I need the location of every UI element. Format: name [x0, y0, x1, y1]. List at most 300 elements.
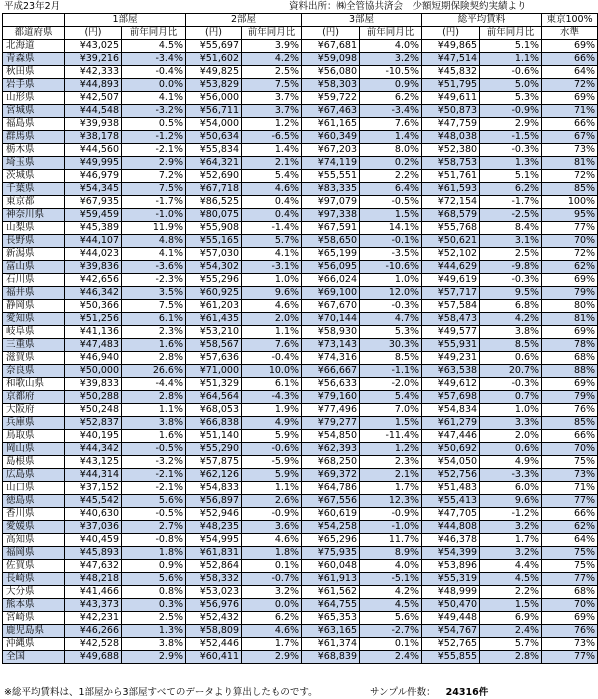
table-row: [3, 430, 598, 443]
yoy-2room-cell: -0.6%: [242, 443, 302, 456]
yoy-2room-cell: 2.0%: [242, 313, 302, 326]
prefecture-cell: 石川県: [3, 274, 65, 287]
table-row: [3, 482, 598, 495]
yoy-average-cell: 6.2%: [480, 183, 542, 196]
table-row: [3, 287, 598, 300]
yoy-2room-cell: 4.1%: [242, 248, 302, 261]
yoy-3room-cell: 7.0%: [360, 404, 422, 417]
table-row: [3, 469, 598, 482]
rent-3room-cell: ¥65,353: [302, 612, 360, 625]
yoy-2room-cell: 0.1%: [242, 560, 302, 573]
yoy-average-cell: -2.5%: [480, 209, 542, 222]
prefecture-cell: 東京都: [3, 196, 65, 209]
level-cell: 73%: [542, 469, 598, 482]
table-row: [3, 443, 598, 456]
rent-average-cell: ¥47,514: [422, 53, 480, 66]
yoy-2room-cell: 2.9%: [242, 651, 302, 664]
table-row: [3, 521, 598, 534]
yoy-3room-cell: -3.5%: [360, 248, 422, 261]
rent-2room-cell: ¥55,165: [186, 235, 242, 248]
rent-3room-cell: ¥83,335: [302, 183, 360, 196]
col-yoy-1room: 前年同月比: [122, 27, 186, 40]
prefecture-cell: 熊本県: [3, 599, 65, 612]
yoy-2room-cell: 1.2%: [242, 118, 302, 131]
level-cell: 77%: [542, 651, 598, 664]
rent-2room-cell: ¥49,825: [186, 66, 242, 79]
yoy-average-cell: -0.3%: [480, 378, 542, 391]
rent-3room-cell: ¥54,258: [302, 521, 360, 534]
rent-1room-cell: ¥37,036: [65, 521, 122, 534]
yoy-2room-cell: 2.6%: [242, 495, 302, 508]
rent-3room-cell: ¥65,199: [302, 248, 360, 261]
rent-average-cell: ¥58,753: [422, 157, 480, 170]
yoy-average-cell: 0.6%: [480, 352, 542, 365]
level-cell: 69%: [542, 40, 598, 53]
yoy-average-cell: 2.0%: [480, 430, 542, 443]
yoy-1room-cell: -0.5%: [122, 443, 186, 456]
rent-average-cell: ¥55,413: [422, 495, 480, 508]
yoy-3room-cell: 2.1%: [360, 469, 422, 482]
yoy-2room-cell: -3.1%: [242, 261, 302, 274]
prefecture-cell: 青森県: [3, 53, 65, 66]
prefecture-cell: 長野県: [3, 235, 65, 248]
rent-average-cell: ¥45,832: [422, 66, 480, 79]
yoy-3room-cell: 4.2%: [360, 586, 422, 599]
rent-2room-cell: ¥52,946: [186, 508, 242, 521]
sample-label: サンプル件数：: [370, 687, 436, 698]
rent-1room-cell: ¥39,836: [65, 261, 122, 274]
level-cell: 72%: [542, 170, 598, 183]
rent-average-cell: ¥52,765: [422, 638, 480, 651]
rent-1room-cell: ¥49,688: [65, 651, 122, 664]
yoy-1room-cell: 7.2%: [122, 170, 186, 183]
table-row: [3, 495, 598, 508]
yoy-1room-cell: -3.2%: [122, 105, 186, 118]
level-cell: 77%: [542, 573, 598, 586]
yoy-3room-cell: -1.1%: [360, 365, 422, 378]
rent-2room-cell: ¥52,864: [186, 560, 242, 573]
table-row: [3, 157, 598, 170]
rent-2room-cell: ¥67,718: [186, 183, 242, 196]
table-row: [3, 326, 598, 339]
yoy-1room-cell: -1.0%: [122, 209, 186, 222]
rent-3room-cell: ¥67,681: [302, 40, 360, 53]
rent-1room-cell: ¥40,630: [65, 508, 122, 521]
yoy-average-cell: -0.3%: [480, 144, 542, 157]
table-row: [3, 248, 598, 261]
rent-1room-cell: ¥42,507: [65, 92, 122, 105]
rent-average-cell: ¥50,873: [422, 105, 480, 118]
prefecture-cell: 岡山県: [3, 443, 65, 456]
yoy-3room-cell: 1.2%: [360, 443, 422, 456]
rent-average-cell: ¥48,038: [422, 131, 480, 144]
yoy-2room-cell: 6.1%: [242, 378, 302, 391]
rent-2room-cell: ¥56,976: [186, 599, 242, 612]
rent-2room-cell: ¥56,000: [186, 92, 242, 105]
page-footer: [2, 687, 553, 699]
yoy-average-cell: -1.7%: [480, 196, 542, 209]
rent-average-cell: ¥61,593: [422, 183, 480, 196]
level-cell: 80%: [542, 300, 598, 313]
rent-average-cell: ¥54,767: [422, 625, 480, 638]
rent-average-cell: ¥68,579: [422, 209, 480, 222]
yoy-1room-cell: 0.3%: [122, 599, 186, 612]
yoy-2room-cell: 1.0%: [242, 274, 302, 287]
yoy-2room-cell: 4.6%: [242, 183, 302, 196]
yoy-3room-cell: 12.3%: [360, 495, 422, 508]
rent-average-cell: ¥49,619: [422, 274, 480, 287]
rent-3room-cell: ¥68,250: [302, 456, 360, 469]
yoy-average-cell: 3.8%: [480, 326, 542, 339]
yoy-2room-cell: 1.1%: [242, 326, 302, 339]
level-cell: 62%: [542, 521, 598, 534]
level-cell: 85%: [542, 183, 598, 196]
yoy-2room-cell: 1.9%: [242, 404, 302, 417]
yoy-1room-cell: -2.1%: [122, 144, 186, 157]
yoy-3room-cell: 2.3%: [360, 456, 422, 469]
yoy-3room-cell: -0.9%: [360, 508, 422, 521]
level-cell: 73%: [542, 638, 598, 651]
yoy-average-cell: 8.5%: [480, 339, 542, 352]
yoy-average-cell: 2.8%: [480, 651, 542, 664]
yoy-1room-cell: -3.6%: [122, 261, 186, 274]
rent-average-cell: ¥47,759: [422, 118, 480, 131]
table-row: [3, 586, 598, 599]
level-cell: 81%: [542, 313, 598, 326]
rent-2room-cell: ¥54,000: [186, 118, 242, 131]
rent-1room-cell: ¥48,218: [65, 573, 122, 586]
prefecture-cell: 岐阜県: [3, 326, 65, 339]
yoy-average-cell: -1.5%: [480, 131, 542, 144]
rent-2room-cell: ¥54,302: [186, 261, 242, 274]
prefecture-cell: 愛知県: [3, 313, 65, 326]
rent-average-cell: ¥51,795: [422, 79, 480, 92]
rent-1room-cell: ¥44,314: [65, 469, 122, 482]
prefecture-cell: 大阪府: [3, 404, 65, 417]
yoy-average-cell: 6.8%: [480, 300, 542, 313]
prefecture-cell: 北海道: [3, 40, 65, 53]
rent-3room-cell: ¥56,633: [302, 378, 360, 391]
prefecture-cell: 新潟県: [3, 248, 65, 261]
level-cell: 68%: [542, 352, 598, 365]
yoy-average-cell: 5.0%: [480, 79, 542, 92]
rent-average-cell: ¥47,446: [422, 430, 480, 443]
rent-3room-cell: ¥62,393: [302, 443, 360, 456]
yoy-average-cell: 4.5%: [480, 573, 542, 586]
rent-1room-cell: ¥41,136: [65, 326, 122, 339]
prefecture-cell: 滋賀県: [3, 352, 65, 365]
level-cell: 72%: [542, 248, 598, 261]
table-row: [3, 651, 598, 664]
prefecture-cell: 宮城県: [3, 105, 65, 118]
rent-average-cell: ¥48,999: [422, 586, 480, 599]
yoy-3room-cell: 0.9%: [360, 79, 422, 92]
rent-2room-cell: ¥80,075: [186, 209, 242, 222]
yoy-1room-cell: 1.1%: [122, 404, 186, 417]
yoy-3room-cell: -10.5%: [360, 66, 422, 79]
yoy-3room-cell: 8.0%: [360, 144, 422, 157]
yoy-1room-cell: 0.5%: [122, 118, 186, 131]
yoy-3room-cell: -0.5%: [360, 196, 422, 209]
yoy-average-cell: -1.2%: [480, 508, 542, 521]
col-yen-1room: (円): [65, 27, 122, 40]
rent-average-cell: ¥58,473: [422, 313, 480, 326]
level-cell: 66%: [542, 53, 598, 66]
prefecture-cell: 香川県: [3, 508, 65, 521]
rent-3room-cell: ¥61,374: [302, 638, 360, 651]
rent-3room-cell: ¥67,203: [302, 144, 360, 157]
rent-2room-cell: ¥58,567: [186, 339, 242, 352]
yoy-1room-cell: -0.5%: [122, 508, 186, 521]
table-row: [3, 391, 598, 404]
yoy-2room-cell: 1.7%: [242, 638, 302, 651]
yoy-3room-cell: -2.7%: [360, 625, 422, 638]
rent-2room-cell: ¥52,446: [186, 638, 242, 651]
yoy-average-cell: 2.2%: [480, 586, 542, 599]
rent-1room-cell: ¥43,373: [65, 599, 122, 612]
table-row: [3, 274, 598, 287]
rent-1room-cell: ¥44,560: [65, 144, 122, 157]
rent-average-cell: ¥54,050: [422, 456, 480, 469]
rent-2room-cell: ¥55,908: [186, 222, 242, 235]
yoy-average-cell: 0.7%: [480, 391, 542, 404]
rent-3room-cell: ¥56,080: [302, 66, 360, 79]
yoy-average-cell: -0.3%: [480, 274, 542, 287]
yoy-1room-cell: 3.8%: [122, 638, 186, 651]
yoy-1room-cell: -3.4%: [122, 53, 186, 66]
yoy-1room-cell: 3.5%: [122, 287, 186, 300]
rent-3room-cell: ¥69,100: [302, 287, 360, 300]
col-yoy-average: 前年同月比: [480, 27, 542, 40]
rent-average-cell: ¥50,470: [422, 599, 480, 612]
rent-3room-cell: ¥61,913: [302, 573, 360, 586]
level-cell: 75%: [542, 560, 598, 573]
yoy-2room-cell: 5.9%: [242, 430, 302, 443]
yoy-2room-cell: 5.9%: [242, 469, 302, 482]
rent-1room-cell: ¥40,195: [65, 430, 122, 443]
rent-2room-cell: ¥71,000: [186, 365, 242, 378]
yoy-2room-cell: 1.8%: [242, 547, 302, 560]
level-cell: 67%: [542, 131, 598, 144]
yoy-1room-cell: 2.8%: [122, 352, 186, 365]
yoy-average-cell: 9.6%: [480, 495, 542, 508]
rent-3room-cell: ¥66,024: [302, 274, 360, 287]
level-cell: 95%: [542, 209, 598, 222]
yoy-3room-cell: 2.2%: [360, 170, 422, 183]
yoy-average-cell: 2.5%: [480, 248, 542, 261]
prefecture-cell: 山口県: [3, 482, 65, 495]
rent-2room-cell: ¥51,329: [186, 378, 242, 391]
prefecture-cell: 奈良県: [3, 365, 65, 378]
rent-average-cell: ¥52,756: [422, 469, 480, 482]
level-cell: 85%: [542, 417, 598, 430]
rent-1room-cell: ¥44,023: [65, 248, 122, 261]
yoy-1room-cell: -0.4%: [122, 66, 186, 79]
prefecture-cell: 三重県: [3, 339, 65, 352]
rent-1room-cell: ¥39,833: [65, 378, 122, 391]
table-row: [3, 573, 598, 586]
col-group-2room: 2部屋: [186, 14, 302, 27]
rent-2room-cell: ¥60,925: [186, 287, 242, 300]
yoy-3room-cell: 6.2%: [360, 92, 422, 105]
rent-2room-cell: ¥55,296: [186, 274, 242, 287]
yoy-2room-cell: 4.2%: [242, 53, 302, 66]
rent-2room-cell: ¥51,140: [186, 430, 242, 443]
yoy-3room-cell: -3.4%: [360, 105, 422, 118]
yoy-3room-cell: -0.1%: [360, 235, 422, 248]
table-row: [3, 625, 598, 638]
rent-average-cell: ¥49,231: [422, 352, 480, 365]
table-row: [3, 638, 598, 651]
col-prefecture: 都道府県: [3, 27, 65, 40]
yoy-average-cell: 4.9%: [480, 456, 542, 469]
rent-2room-cell: ¥57,875: [186, 456, 242, 469]
rent-2room-cell: ¥48,235: [186, 521, 242, 534]
rent-1room-cell: ¥49,995: [65, 157, 122, 170]
col-yoy-2room: 前年同月比: [242, 27, 302, 40]
rent-average-cell: ¥50,692: [422, 443, 480, 456]
level-cell: 81%: [542, 157, 598, 170]
yoy-3room-cell: 5.3%: [360, 326, 422, 339]
yoy-3room-cell: 30.3%: [360, 339, 422, 352]
rent-average-cell: ¥49,577: [422, 326, 480, 339]
yoy-2room-cell: 2.1%: [242, 157, 302, 170]
yoy-2room-cell: -1.4%: [242, 222, 302, 235]
yoy-1room-cell: 2.9%: [122, 651, 186, 664]
rent-2room-cell: ¥56,711: [186, 105, 242, 118]
table-row: [3, 352, 598, 365]
rent-2room-cell: ¥86,525: [186, 196, 242, 209]
yoy-average-cell: 9.5%: [480, 287, 542, 300]
rent-average-cell: ¥49,612: [422, 378, 480, 391]
yoy-2room-cell: 0.0%: [242, 599, 302, 612]
yoy-2room-cell: 6.2%: [242, 612, 302, 625]
yoy-1room-cell: 0.9%: [122, 560, 186, 573]
table-row: [3, 79, 598, 92]
yoy-2room-cell: 4.9%: [242, 417, 302, 430]
prefecture-cell: 鹿児島県: [3, 625, 65, 638]
rent-3room-cell: ¥74,316: [302, 352, 360, 365]
rent-1room-cell: ¥46,266: [65, 625, 122, 638]
rent-3room-cell: ¥61,165: [302, 118, 360, 131]
rent-average-cell: ¥61,279: [422, 417, 480, 430]
yoy-average-cell: 3.2%: [480, 547, 542, 560]
rent-3room-cell: ¥67,556: [302, 495, 360, 508]
level-cell: 69%: [542, 274, 598, 287]
rent-2room-cell: ¥61,831: [186, 547, 242, 560]
yoy-2room-cell: 4.6%: [242, 300, 302, 313]
yoy-1room-cell: 11.9%: [122, 222, 186, 235]
rent-3room-cell: ¥77,496: [302, 404, 360, 417]
yoy-1room-cell: -4.4%: [122, 378, 186, 391]
sample-info: [370, 687, 488, 699]
level-cell: 76%: [542, 404, 598, 417]
yoy-2room-cell: -0.4%: [242, 352, 302, 365]
table-row: [3, 235, 598, 248]
yoy-3room-cell: 1.4%: [360, 131, 422, 144]
rent-1room-cell: ¥42,333: [65, 66, 122, 79]
level-cell: 69%: [542, 378, 598, 391]
yoy-1room-cell: 4.1%: [122, 92, 186, 105]
yoy-1room-cell: 2.3%: [122, 326, 186, 339]
col-group-1room: 1部屋: [65, 14, 186, 27]
rent-1room-cell: ¥39,938: [65, 118, 122, 131]
col-group-3room: 3部屋: [302, 14, 422, 27]
yoy-2room-cell: 2.5%: [242, 66, 302, 79]
rent-3room-cell: ¥97,079: [302, 196, 360, 209]
rent-2room-cell: ¥51,602: [186, 53, 242, 66]
rent-1room-cell: ¥59,459: [65, 209, 122, 222]
yoy-1room-cell: -2.1%: [122, 482, 186, 495]
rent-1room-cell: ¥38,178: [65, 131, 122, 144]
yoy-average-cell: 5.7%: [480, 638, 542, 651]
level-cell: 72%: [542, 79, 598, 92]
table-row: [3, 170, 598, 183]
yoy-2room-cell: -4.3%: [242, 391, 302, 404]
yoy-average-cell: 1.3%: [480, 157, 542, 170]
col-yen-average: (円): [422, 27, 480, 40]
table-row: [3, 261, 598, 274]
rent-1room-cell: ¥39,216: [65, 53, 122, 66]
sample-count: 24316件: [445, 687, 489, 698]
table-row: [3, 508, 598, 521]
yoy-1room-cell: 7.5%: [122, 300, 186, 313]
yoy-average-cell: 6.0%: [480, 482, 542, 495]
table-row: [3, 599, 598, 612]
prefecture-cell: 長崎県: [3, 573, 65, 586]
yoy-2room-cell: 3.7%: [242, 105, 302, 118]
yoy-average-cell: 1.7%: [480, 534, 542, 547]
yoy-1room-cell: 2.9%: [122, 157, 186, 170]
table-row: [3, 313, 598, 326]
table-row: [3, 378, 598, 391]
rent-average-cell: ¥52,102: [422, 248, 480, 261]
rent-1room-cell: ¥41,466: [65, 586, 122, 599]
rent-3room-cell: ¥70,144: [302, 313, 360, 326]
rent-1room-cell: ¥42,528: [65, 638, 122, 651]
yoy-1room-cell: 5.6%: [122, 573, 186, 586]
yoy-3room-cell: 4.7%: [360, 313, 422, 326]
rent-1room-cell: ¥44,893: [65, 79, 122, 92]
rent-3room-cell: ¥68,839: [302, 651, 360, 664]
yoy-average-cell: 5.1%: [480, 170, 542, 183]
rent-3room-cell: ¥64,786: [302, 482, 360, 495]
level-cell: 79%: [542, 287, 598, 300]
yoy-1room-cell: -0.8%: [122, 534, 186, 547]
rent-3room-cell: ¥56,095: [302, 261, 360, 274]
rent-1room-cell: ¥52,837: [65, 417, 122, 430]
rent-1room-cell: ¥42,656: [65, 274, 122, 287]
level-cell: 100%: [542, 196, 598, 209]
yoy-3room-cell: 7.6%: [360, 118, 422, 131]
rent-average-cell: ¥44,629: [422, 261, 480, 274]
table-row: [3, 456, 598, 469]
rent-average-cell: ¥57,584: [422, 300, 480, 313]
prefecture-cell: 広島県: [3, 469, 65, 482]
level-cell: 88%: [542, 365, 598, 378]
yoy-1room-cell: 2.8%: [122, 391, 186, 404]
prefecture-cell: 山形県: [3, 92, 65, 105]
yoy-3room-cell: 0.1%: [360, 638, 422, 651]
prefecture-cell: 島根県: [3, 456, 65, 469]
header-row-groups: [3, 14, 598, 27]
prefecture-cell: 全国: [3, 651, 65, 664]
rent-1room-cell: ¥43,025: [65, 40, 122, 53]
yoy-2room-cell: 7.5%: [242, 79, 302, 92]
rent-2room-cell: ¥55,697: [186, 40, 242, 53]
rent-average-cell: ¥47,705: [422, 508, 480, 521]
table-row: [3, 131, 598, 144]
